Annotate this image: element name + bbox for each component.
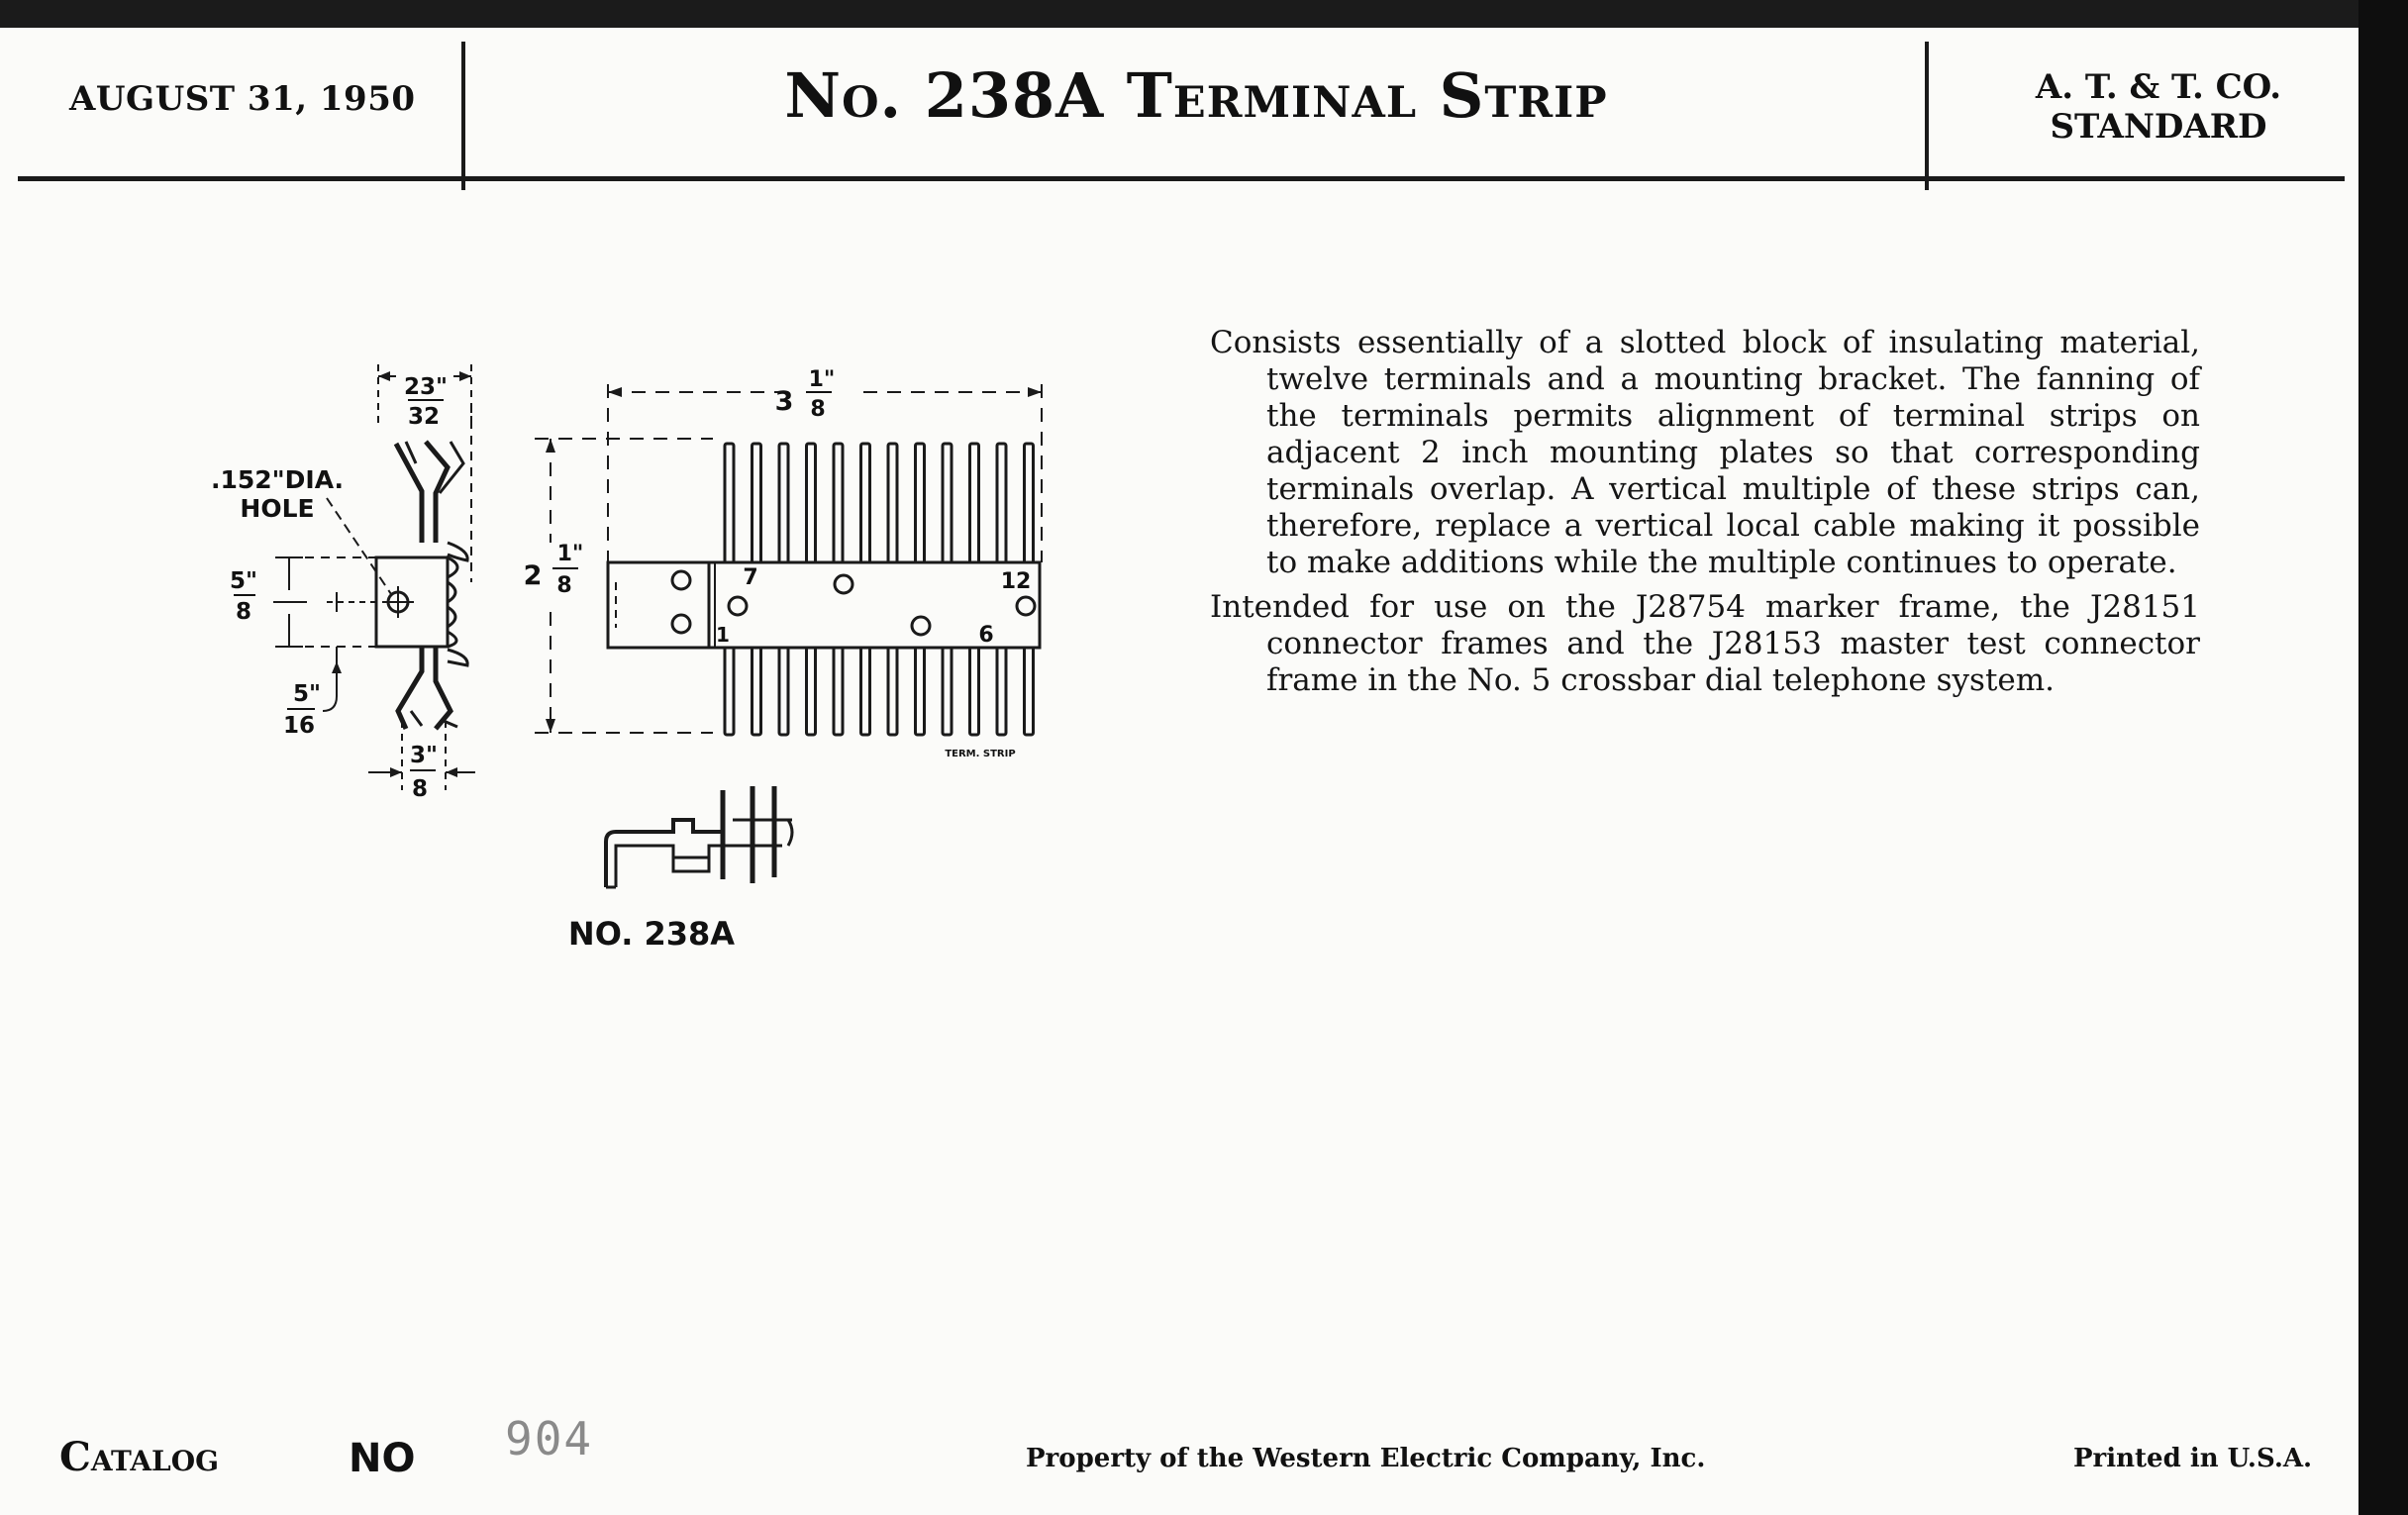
- terminal-label-7: 7: [743, 565, 758, 590]
- scan-edge: [2358, 0, 2408, 1515]
- standard-line-2: STANDARD: [2050, 107, 2267, 147]
- dim-base-den: 8: [411, 776, 429, 802]
- technical-drawing: [0, 28, 2358, 1515]
- catalog-label: Catalog: [59, 1434, 220, 1480]
- description-paragraph-1: Consists essentially of a slotted block of insulating material, twelve terminals and a mounting bracket. The fanning of the terminals permits alignment of terminal strips on adjacent 2 inch mounting plates so that corresponding terminals overlap. A vertical multiple of these strips can, therefore, replace a vertical local cable making it possible to make additions while the multiple continues to operate.: [1210, 325, 2200, 580]
- catalog-no-label: NO: [349, 1436, 416, 1481]
- hole-label-line1: .152"DIA.: [210, 465, 345, 494]
- terminal-label-1: 1: [716, 623, 730, 647]
- property-notice: Property of the Western Electric Company, Inc.: [1026, 1444, 1706, 1473]
- printed-notice: Printed in U.S.A.: [2073, 1444, 2313, 1473]
- drawing-tag: TERM. STRIP: [945, 749, 1016, 759]
- drawing-caption: NO. 238A: [567, 915, 736, 953]
- description-paragraph-2: Intended for use on the J28754 marker frame, the J28151 connector frames and the J28153 master test connector frame in the No. 5 crossbar dial telephone system.: [1210, 589, 2200, 698]
- dim-length-num: 1": [808, 367, 836, 392]
- dim-overall-num: 1": [556, 542, 584, 566]
- hole-label-line2: HOLE: [240, 494, 315, 523]
- dim-height-num: 5": [230, 568, 257, 594]
- bracket-view: [606, 786, 792, 887]
- issue-date: AUGUST 31, 1950: [69, 79, 416, 119]
- dim-base-num: 3": [410, 743, 438, 768]
- description: [1210, 325, 2200, 707]
- dim-width-num: 23": [404, 374, 448, 400]
- dim-width-den: 32: [407, 404, 441, 430]
- terminal-label-12: 12: [1000, 569, 1032, 594]
- dim-offset-den: 16: [282, 713, 316, 739]
- dim-overall-whole: 2: [523, 560, 543, 591]
- terminal-label-6: 6: [978, 623, 994, 648]
- standard-line-1: A. T. & T. CO.: [2035, 67, 2282, 107]
- page-title: No. 238A Terminal Strip: [784, 59, 1608, 132]
- dim-length-den: 8: [810, 397, 826, 422]
- dim-height-den: 8: [235, 599, 252, 625]
- dim-length-whole: 3: [774, 386, 794, 417]
- front-view: [535, 384, 1042, 735]
- dim-overall-den: 8: [556, 573, 572, 598]
- catalog-number: 904: [505, 1412, 594, 1465]
- dim-offset-num: 5": [293, 681, 321, 707]
- catalog-card: [0, 28, 2358, 1515]
